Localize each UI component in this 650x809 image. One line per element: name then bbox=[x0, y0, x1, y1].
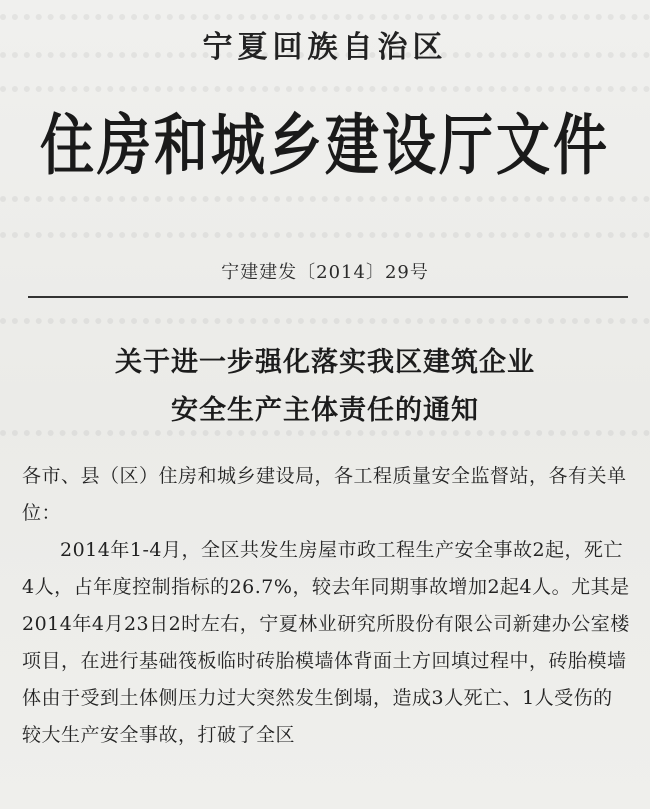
bleed-through-line bbox=[0, 430, 650, 437]
salutation: 各市、县（区）住房和城乡建设局，各工程质量安全监督站，各有关单位： bbox=[22, 465, 627, 524]
header-divider bbox=[28, 296, 628, 298]
bleed-through-line bbox=[0, 232, 650, 239]
document-title-line-2: 安全生产主体责任的通知 bbox=[171, 395, 479, 426]
bleed-through-line bbox=[0, 14, 650, 21]
document-title-line-1: 关于进一步强化落实我区建筑企业 bbox=[115, 347, 535, 378]
issuer-region: 宁夏回族自治区 bbox=[202, 30, 448, 65]
document-body bbox=[22, 458, 632, 754]
body-paragraph: 2014年1-4月，全区共发生房屋市政工程生产安全事故2起，死亡4人，占年度控制指标的26.7%，较去年同期事故增加2起4人。尤其是2014年4月23日2时左右，宁夏林业研究所股份有限公司新建办公室楼项目，在进行基础筏板临时砖胎模墙体背面土方回填过程中，砖胎模墙体由于受到土体侧压力过大突然发生倒塌，造成3人死亡、1人受伤的较大生产安全事故，打破了全区 bbox=[22, 539, 630, 746]
bleed-through-line bbox=[0, 86, 650, 93]
document-number: 宁建建发〔2014〕29号 bbox=[221, 262, 429, 283]
issuer-title: 住房和城乡建设厅文件 bbox=[40, 105, 610, 185]
bleed-through-line bbox=[0, 196, 650, 203]
bleed-through-line bbox=[0, 318, 650, 325]
